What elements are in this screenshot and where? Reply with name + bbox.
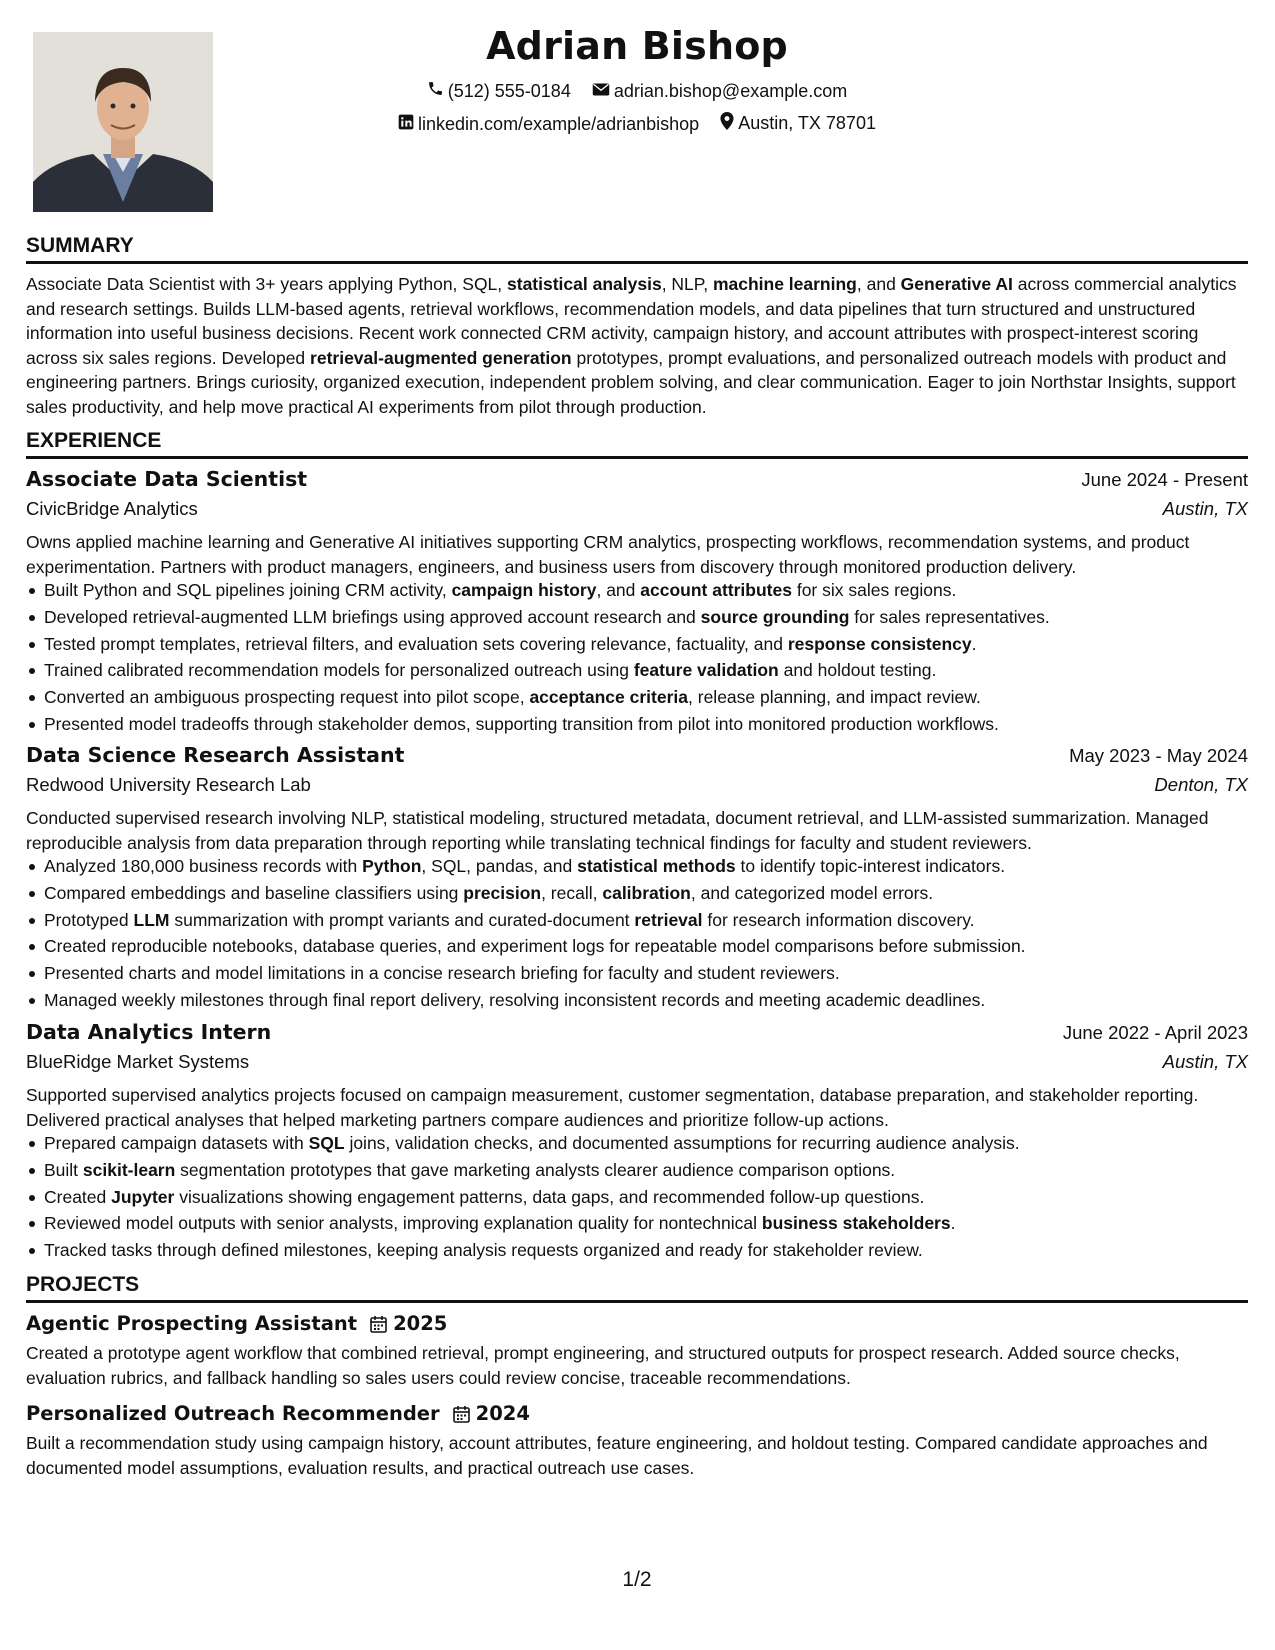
project-description: Built a recommendation study using campaign history, account attributes, feature engineering, and holdout testing. Compared candidate approaches and documented model assumptions, evaluation results, and practical outreach use cases. bbox=[26, 1433, 1208, 1478]
job-org-line bbox=[26, 1051, 1248, 1073]
job-organization: CivicBridge Analytics bbox=[26, 498, 198, 519]
project-header bbox=[26, 1402, 530, 1425]
linkedin-url[interactable]: linkedin.com/example/adrianbishop bbox=[418, 114, 700, 134]
list-item: Trained calibrated recommendation models for personalized outreach using feature validation and holdout testing. bbox=[44, 657, 1266, 684]
email-address[interactable]: adrian.bishop@example.com bbox=[613, 81, 848, 101]
list-item: Presented charts and model limitations in a concise research briefing for faculty and student reviewers. bbox=[44, 960, 1266, 987]
job-location: Austin, TX bbox=[1162, 1051, 1248, 1072]
job-organization: Redwood University Research Lab bbox=[26, 774, 311, 795]
list-item: Reviewed model outputs with senior analysts, improving explanation quality for nontechnical business stakeholders. bbox=[44, 1210, 1266, 1237]
page-number: 1/2 bbox=[622, 1568, 652, 1591]
map-pin-icon bbox=[720, 112, 738, 135]
job-dates: May 2023 - May 2024 bbox=[1069, 745, 1248, 766]
project-description: Created a prototype agent workflow that combined retrieval, prompt engineering, and structured outputs for prospect research. Added source checks, evaluation rubrics, and fallback handling so sales users could review concise, traceable recommendations. bbox=[26, 1343, 1180, 1388]
list-item: Managed weekly milestones through final report delivery, resolving inconsistent records and meeting academic deadlines. bbox=[44, 987, 1266, 1014]
location-contact bbox=[720, 112, 876, 135]
calendar-icon bbox=[370, 1315, 387, 1333]
project-title: Agentic Prospecting Assistant bbox=[26, 1312, 358, 1335]
project-header bbox=[26, 1312, 447, 1335]
envelope-icon bbox=[592, 81, 614, 102]
list-item: Prepared campaign datasets with SQL joins, validation checks, and documented assumptions for recurring audience analysis. bbox=[44, 1130, 1266, 1157]
phone-number: (512) 555-0184 bbox=[447, 80, 571, 101]
job-bullets bbox=[26, 577, 1266, 738]
section-title-summary: SUMMARY bbox=[26, 234, 1248, 264]
job-title: Data Analytics Intern bbox=[26, 1020, 272, 1044]
job-dates: June 2022 - April 2023 bbox=[1062, 1022, 1248, 1043]
calendar-icon bbox=[453, 1405, 470, 1423]
candidate-name: Adrian Bishop bbox=[486, 24, 788, 68]
job-header bbox=[26, 467, 1248, 491]
list-item: Created Jupyter visualizations showing engagement patterns, data gaps, and recommended follow-up questions. bbox=[44, 1184, 1266, 1211]
job-description: Conducted supervised research involving NLP, statistical modeling, structured metadata, document retrieval, and LLM-assisted summarization. Managed reproducible analysis from data preparation through reporting while translating technical findings for faculty and student reviewers. bbox=[26, 808, 1209, 853]
job-org-line bbox=[26, 774, 1248, 796]
list-item: Tracked tasks through defined milestones, keeping analysis requests organized and ready for stakeholder review. bbox=[44, 1237, 1266, 1264]
section-title-experience: EXPERIENCE bbox=[26, 429, 1248, 459]
job-description: Supported supervised analytics projects focused on campaign measurement, customer segmentation, database preparation, and stakeholder reporting. Delivered practical analyses that helped marketing partners compare audiences and prioritize follow-up actions. bbox=[26, 1085, 1199, 1130]
contact-line-1 bbox=[26, 80, 1248, 102]
linkedin-contact[interactable] bbox=[398, 114, 699, 135]
linkedin-icon bbox=[398, 114, 418, 135]
job-title: Data Science Research Assistant bbox=[26, 743, 405, 767]
phone-contact bbox=[427, 80, 571, 102]
job-bullets bbox=[26, 1130, 1266, 1264]
job-description: Owns applied machine learning and Generative AI initiatives supporting CRM analytics, prospecting workflows, recommendation systems, and product experimentation. Partners with product managers, engineers, and business users from discovery through monitored production delivery. bbox=[26, 532, 1190, 577]
list-item: Presented model tradeoffs through stakeholder demos, supporting transition from pilot into monitored production workflows. bbox=[44, 711, 1266, 738]
resume-page bbox=[26, 0, 1248, 1650]
project-title: Personalized Outreach Recommender bbox=[26, 1402, 440, 1425]
list-item: Converted an ambiguous prospecting request into pilot scope, acceptance criteria, release planning, and impact review. bbox=[44, 684, 1266, 711]
summary-text: Associate Data Scientist with 3+ years applying Python, SQL, statistical analysis, NLP, machine learning, and Generative AI across commercial analytics and research settings. Builds LLM-based agents, retrieval workflows, recommendation models, and data pipelines that turn structured and unstructured information into useful business decisions. Recent work connected CRM activity, campaign history, and account attributes with prospect-interest scoring across six sales regions. Developed retrieval-augmented generation prototypes, prompt evaluations, and personalized outreach models with product and engineering partners. Brings curiosity, organized execution, independent problem solving, and clear communication. Eager to join Northstar Insights, support sales productivity, and help move practical AI experiments from pilot through production. bbox=[26, 274, 1237, 417]
job-title: Associate Data Scientist bbox=[26, 467, 308, 491]
job-bullets bbox=[26, 853, 1266, 1014]
list-item: Prototyped LLM summarization with prompt variants and curated-document retrieval for research information discovery. bbox=[44, 907, 1266, 934]
phone-icon bbox=[427, 80, 448, 102]
job-header bbox=[26, 743, 1248, 767]
job-dates: June 2024 - Present bbox=[1081, 469, 1248, 490]
list-item: Compared embeddings and baseline classifiers using precision, recall, calibration, and categorized model errors. bbox=[44, 880, 1266, 907]
job-header bbox=[26, 1020, 1248, 1044]
project-year: 2025 bbox=[393, 1312, 448, 1335]
list-item: Built scikit-learn segmentation prototypes that gave marketing analysts clearer audience comparison options. bbox=[44, 1157, 1266, 1184]
contact-line-2 bbox=[26, 112, 1248, 135]
list-item: Analyzed 180,000 business records with Python, SQL, pandas, and statistical methods to identify topic-interest indicators. bbox=[44, 853, 1266, 880]
job-location: Denton, TX bbox=[1154, 774, 1248, 795]
list-item: Created reproducible notebooks, database queries, and experiment logs for repeatable model comparisons before submission. bbox=[44, 933, 1266, 960]
location-text: Austin, TX 78701 bbox=[738, 113, 876, 133]
list-item: Built Python and SQL pipelines joining CRM activity, campaign history, and account attributes for six sales regions. bbox=[44, 577, 1266, 604]
job-location: Austin, TX bbox=[1162, 498, 1248, 519]
email-contact[interactable] bbox=[592, 81, 847, 102]
job-org-line bbox=[26, 498, 1248, 520]
list-item: Tested prompt templates, retrieval filters, and evaluation sets covering relevance, factuality, and response consistency. bbox=[44, 631, 1266, 658]
project-year: 2024 bbox=[475, 1402, 530, 1425]
job-organization: BlueRidge Market Systems bbox=[26, 1051, 250, 1072]
section-title-projects: PROJECTS bbox=[26, 1273, 1248, 1303]
list-item: Developed retrieval-augmented LLM briefings using approved account research and source grounding for sales representatives. bbox=[44, 604, 1266, 631]
